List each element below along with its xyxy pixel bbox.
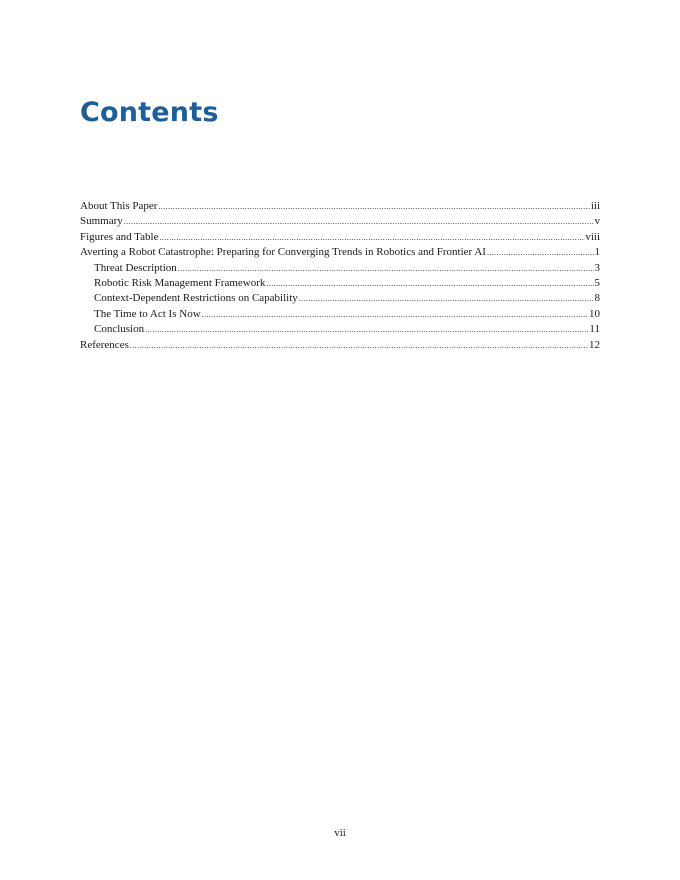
toc-entry-page: iii: [590, 200, 600, 212]
toc-entry-summary[interactable]: [80, 214, 600, 229]
toc-dot-leader: [124, 214, 594, 229]
toc-entry-figures-and-table[interactable]: [80, 230, 600, 245]
toc-entry-threat-description[interactable]: [80, 261, 600, 276]
toc-dot-leader: [178, 261, 594, 276]
page-number: vii: [334, 827, 346, 839]
toc-entry-page: 1: [594, 246, 600, 259]
toc-dot-leader: [145, 322, 588, 337]
toc-entry-page: 3: [594, 261, 600, 274]
toc-entry-page: 8: [594, 292, 600, 305]
toc-dot-leader: [487, 245, 594, 260]
toc-entry-page: 12: [589, 338, 600, 351]
toc-entry-page: 5: [594, 276, 600, 289]
toc-entry-conclusion[interactable]: [80, 322, 600, 337]
toc-dot-leader: [266, 276, 593, 291]
toc-dot-leader: [158, 199, 589, 214]
toc-dot-leader: [202, 307, 588, 322]
toc-entry-page: v: [594, 215, 600, 228]
toc-entry-title: Figures and Table: [80, 230, 159, 243]
toc-entry-context-dependent-restrictions[interactable]: [80, 291, 600, 306]
toc-entry-references[interactable]: [80, 338, 600, 353]
toc-entry-page: 11: [589, 323, 600, 336]
toc-entry-page: 10: [589, 307, 600, 320]
table-of-contents: [80, 199, 600, 353]
toc-dot-leader: [299, 291, 594, 306]
toc-entry-title: References: [80, 338, 129, 351]
toc-dot-leader: [159, 230, 584, 245]
toc-entry-title: Summary: [80, 215, 123, 228]
toc-entry-the-time-to-act-is-now[interactable]: [80, 307, 600, 322]
toc-entry-title: Robotic Risk Management Framework: [94, 276, 266, 289]
toc-entry-title: The Time to Act Is Now: [94, 307, 201, 320]
toc-entry-about-this-paper[interactable]: [80, 199, 600, 214]
toc-entry-title: Context-Dependent Restrictions on Capability: [94, 292, 298, 305]
toc-entry-title: About This Paper: [80, 200, 158, 212]
toc-entry-averting-a-robot-catastrophe[interactable]: [80, 245, 600, 260]
toc-entry-title: Averting a Robot Catastrophe: Preparing for Converging Trends in Robotics and Frontier AI: [80, 246, 486, 259]
page-title: Contents: [80, 97, 219, 128]
toc-entry-title: Threat Description: [94, 261, 177, 274]
toc-entry-title: Conclusion: [94, 323, 145, 336]
toc-dot-leader: [130, 338, 588, 353]
toc-entry-page: viii: [585, 230, 600, 243]
toc-entry-robotic-risk-management-framework[interactable]: [80, 276, 600, 291]
